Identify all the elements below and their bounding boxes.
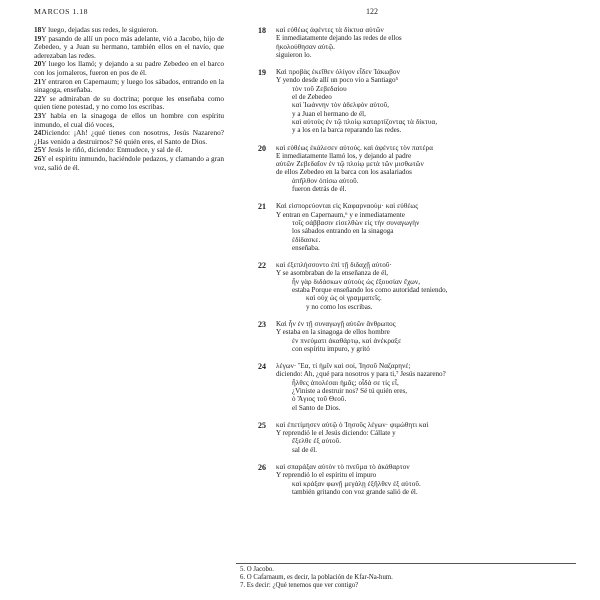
spanish-line: también gritando con voz grande salió de él. — [292, 487, 418, 496]
left-verse — [34, 155, 224, 172]
greek-line: καὶ ἐπετίμησεν αὐτῷ ὁ Ἰησοῦς λέγων· φιμώθητι καὶ — [276, 420, 429, 429]
greek-line: καὶ οὐχ ὡς οἱ γραμματεῖς. — [306, 294, 382, 303]
left-verse-number: 23 — [34, 110, 42, 120]
greek-line: λέγων· Ἔα, τί ἡμῖν καὶ σοί, Ἰησοῦ Ναζαρηνέ; — [276, 362, 411, 371]
greek-line: ὁ Ἅγιος τοῦ Θεοῦ. — [292, 395, 347, 404]
spanish-line: Y estaba en la sinagoga de ellos hombre — [276, 328, 390, 337]
spanish-line: Y se asombraban de la enseñanza de él, — [276, 269, 389, 278]
footnote: 5. O Jacobo. — [240, 566, 274, 573]
greek-line: καὶ εὐθέως ἀφέντες τὰ δίκτυα αὐτῶν — [276, 26, 384, 34]
left-verse-text: Y luego los llamó; y dejando a su padre Zebedeo en el barco con los jornaleros, fueron en pos de él. — [34, 59, 224, 77]
interlinear-verse-number: 24 — [258, 362, 266, 372]
greek-line: ἔξελθε ἐξ αὐτοῦ. — [292, 437, 342, 446]
interlinear-verse-number: 20 — [258, 143, 266, 153]
left-verse-text: Y había en la sinagoga de ellos un hombre con espíritu inmundo, el cual dió voces, — [34, 110, 224, 129]
greek-line: ἦν γὰρ διδάσκων αὐτοὺς ὡς ἐξουσίαν ἔχων, — [292, 277, 421, 286]
left-verse-text: Y Jesús le riñó, diciendo: Enmudece, y sal de él. — [41, 145, 183, 155]
spanish-line: con espíritu impuro, y gritó — [292, 344, 370, 353]
left-verse-text: Y el espíritu inmundo, haciéndole pedazos, y clamando a gran voz, salió de él. — [34, 153, 224, 172]
left-verse-number: 20 — [34, 59, 42, 69]
page-header — [0, 7, 600, 21]
greek-line: καὶ κράξαν φωνῇ μεγάλῃ ἐξῆλθεν ἐξ αὐτοῦ. — [292, 479, 421, 488]
spanish-line: E inmediatamente dejando las redes de ellos — [276, 34, 402, 43]
spanish-line: sal de él. — [292, 445, 318, 454]
left-verse — [34, 129, 224, 146]
spanish-line: el de Zebedeo — [292, 93, 332, 102]
interlinear-verse — [256, 68, 576, 134]
page-number: 122 — [366, 7, 378, 16]
interlinear-verse — [256, 463, 576, 496]
interlinear-verse-number: 21 — [258, 202, 266, 212]
interlinear-verse — [256, 144, 576, 194]
footnotes — [240, 566, 580, 589]
spanish-line: el Santo de Dios. — [292, 403, 341, 412]
spanish-text-column — [34, 26, 224, 172]
interlinear-verse — [256, 26, 576, 59]
left-verse-number: 21 — [34, 76, 42, 86]
greek-line: τοῖς σάββασιν εἰσελθὼν εἰς τὴν συναγωγὴν — [292, 218, 420, 227]
interlinear-column — [256, 26, 576, 505]
greek-line: ἦλθες ἀπολέσαι ἡμᾶς; οἶδά σε τίς εἶ, — [292, 378, 399, 387]
spanish-line: y no como los escribas. — [306, 302, 373, 311]
greek-line: τὸν τοῦ Ζεβεδαίου — [292, 84, 347, 93]
left-verse-number: 18 — [34, 25, 42, 34]
left-verse-text: Y entraron en Capernaum; y luego los sábados, entrando en la sinagoga, enseñaba. — [34, 76, 224, 95]
spanish-line: Y reprendió le el Jesús diciendo: Cállate y — [276, 429, 396, 438]
greek-line: ἀπῆλθον ὀπίσω αὐτοῦ. — [292, 176, 359, 185]
left-verse — [34, 95, 224, 112]
spanish-line: siguieron lo. — [276, 50, 312, 59]
interlinear-verse-number: 22 — [258, 261, 266, 271]
greek-line: καὶ Ἰωάννην τὸν ἀδελφὸν αὐτοῦ, — [292, 101, 390, 110]
spanish-line: de ellos Zebedeo en la barca con los asalariados — [276, 168, 412, 177]
greek-line: καὶ σπαράξαν αὐτὸν τὸ πνεῦμα τὸ ἀκάθαρτον — [276, 463, 410, 472]
interlinear-verse-number: 25 — [258, 420, 266, 430]
spanish-line: fueron detrás de él. — [292, 185, 347, 194]
interlinear-verse — [256, 320, 576, 353]
greek-line: καὶ εὐθέως ἐκάλεσεν αὐτούς. καὶ ἀφέντες τὸν πατέρα — [276, 143, 434, 152]
left-verse-text: Y pasando de allí un poco más adelante, vió a Jacobo, hijo de Zebedeo, y a Juan su hermano, también ellos en el navío, que aderezaban las redes. — [34, 33, 224, 60]
greek-line: ἐδίδασκε. — [292, 235, 321, 244]
left-verse-text: Diciendo: ¡Ah! ¿qué tienes con nosotros, Jesús Nazareno? ¿Has venido a destruirnos? Sé quién eres, el Santo de Dios. — [34, 128, 224, 146]
left-verse — [34, 35, 224, 61]
spanish-line: enseñaba. — [292, 243, 320, 252]
spanish-line: diciendo: Ah, ¿qué para nosotros y para ti,⁷ Jesús nazareno? — [276, 370, 446, 379]
spanish-line: Y reprendió lo el espíritu el impuro — [276, 471, 377, 480]
interlinear-verse — [256, 362, 576, 412]
left-verse-number: 25 — [34, 145, 42, 155]
interlinear-verse — [256, 421, 576, 454]
spanish-line: estaba Porque enseñando los como autoridad teniendo, — [292, 286, 448, 295]
greek-line: Καὶ ἦν ἐν τῇ συναγωγῇ αὐτῶν ἄνθρωπος — [276, 319, 396, 328]
interlinear-verse-number: 26 — [258, 463, 266, 473]
interlinear-verse — [256, 202, 576, 252]
left-verse — [34, 112, 224, 129]
interlinear-verse-number: 19 — [258, 68, 266, 78]
spanish-line: Y yendo desde allí un poco vio a Santiago⁵ — [276, 76, 398, 85]
left-verse-number: 19 — [34, 33, 42, 43]
left-verse — [34, 60, 224, 77]
left-verse-text: Y se admiraban de su doctrina; porque les enseñaba como quien tiene potestad, y no como los escribas. — [34, 93, 224, 112]
spanish-line: ¿Viniste a destruir nos? Sé tú quién eres, — [292, 386, 408, 395]
interlinear-verse-number: 23 — [258, 319, 266, 329]
left-verse-number: 22 — [34, 93, 42, 103]
left-verse — [34, 78, 224, 95]
spanish-line: E inmediatamente llamó los, y dejando al padre — [276, 151, 412, 160]
footnote-divider — [236, 563, 576, 564]
spanish-line: y a los en la barca reparando las redes. — [292, 126, 402, 135]
greek-line: ἐν πνεύματι ἀκαθάρτῳ, καὶ ἀνέκραξε — [292, 336, 402, 345]
left-verse-text: Y luego, dejadas sus redes, le siguieron. — [41, 25, 158, 34]
running-head: MARCOS 1.18 — [34, 7, 89, 16]
greek-line: Καὶ εἰσπορεύονται εἰς Καφαρναούμ· καὶ εὐθέως — [276, 202, 419, 211]
interlinear-verse — [256, 261, 576, 311]
greek-line: αὐτῶν Ζεβεδαῖον ἐν τῷ πλοίῳ μετὰ τῶν μισθωτῶν — [276, 160, 424, 169]
greek-line: καὶ ἐξεπλήσσοντο ἐπὶ τῇ διδαχῇ αὐτοῦ· — [276, 261, 392, 270]
left-verse-number: 24 — [34, 128, 42, 138]
spanish-line: los sábados entrando en la sinagoga — [292, 227, 394, 236]
interlinear-verse-number: 18 — [258, 26, 266, 35]
left-verse-number: 26 — [34, 153, 42, 163]
spanish-line: y a Juan el hermano de él, — [292, 109, 366, 118]
footnote: 7. Es decir: ¿Qué tenemos que ver contigo? — [240, 581, 359, 589]
footnote: 6. O Cafarnaum, es decir, la población de Kfar-Na-hum. — [240, 573, 393, 581]
greek-line: Καὶ προβὰς ἐκεῖθεν ὀλίγον εἶδεν Ἰάκωβον — [276, 68, 400, 77]
spanish-line: Y entran en Capernaum,⁶ y e inmediatamente — [276, 210, 405, 219]
greek-line: ἠκολούθησαν αὐτῷ. — [276, 42, 336, 51]
greek-line: καὶ αὐτοὺς ἐν τῷ πλοίῳ καταρτίζοντας τὰ δίκτυα, — [292, 117, 438, 126]
